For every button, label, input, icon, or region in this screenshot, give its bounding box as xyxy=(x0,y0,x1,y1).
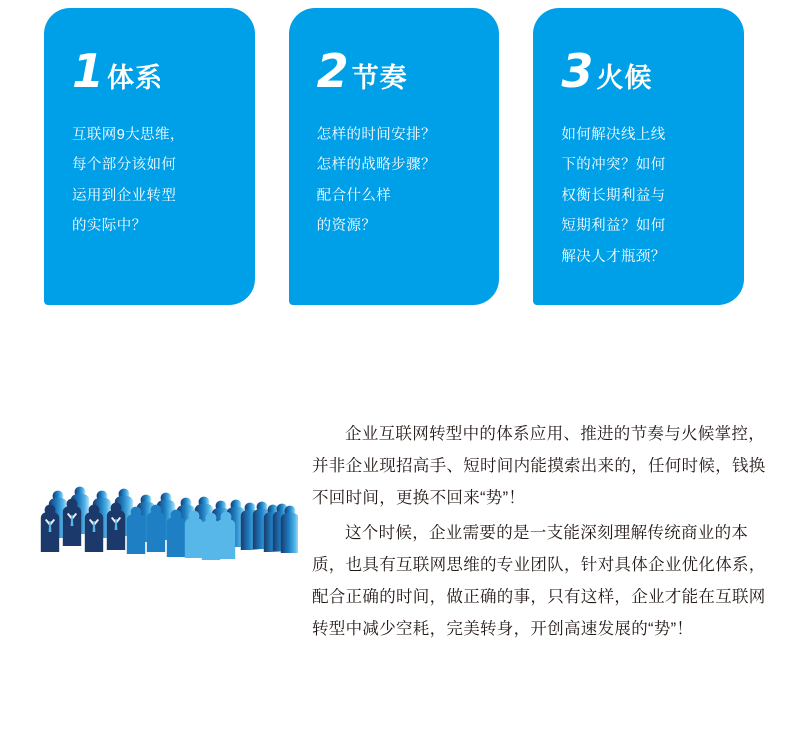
card-1-title: 体系 xyxy=(107,63,164,93)
card-1-line-3: 运用到企业转型 xyxy=(72,187,177,204)
cards-row xyxy=(44,8,744,305)
card-1-line-1: 互联网9大思维， xyxy=(72,127,185,143)
card-1-line-4: 的实际中？ xyxy=(72,218,147,235)
card-3-title: 火候 xyxy=(596,63,653,93)
article-paragraph-2: 这个时候，企业需要的是一支能深刻理解传统商业的本质，也具有互联网思维的专业团队，针对具体企业优化体系，配合正确的时间，做正确的事，只有这样，企业才能在互联网转型中减少空耗，完美转身，开创高速发展的“势”！ xyxy=(312,523,766,639)
card-2-title: 节奏 xyxy=(351,63,408,93)
card-1-line-2: 每个部分该如何 xyxy=(72,157,177,174)
card-3-line-2: 下的冲突？如何 xyxy=(561,157,666,174)
card-2-line-4: 的资源？ xyxy=(316,218,377,235)
card-2-body xyxy=(317,120,478,242)
crowd-of-business-people-illustration xyxy=(36,470,298,620)
card-3 xyxy=(533,8,744,305)
card-3-number: 3 xyxy=(561,44,593,98)
card-2-line-3: 配合什么样 xyxy=(316,187,392,204)
card-1 xyxy=(44,8,255,305)
article-text xyxy=(312,418,774,647)
card-1-body xyxy=(72,120,233,242)
card-3-line-4: 短期利益？如何 xyxy=(561,218,666,235)
card-2-number: 2 xyxy=(316,44,348,98)
card-2-heading xyxy=(316,44,478,98)
card-3-line-5: 解决人才瓶颈？ xyxy=(561,248,666,265)
card-3-line-1: 如何解决线上线 xyxy=(561,127,666,143)
card-3-heading xyxy=(561,44,722,98)
card-2 xyxy=(289,8,500,305)
article-paragraph-1: 企业互联网转型中的体系应用、推进的节奏与火候掌控，并非企业现招高手、短时间内能摸索出来的，任何时候，钱换不回时间，更换不回来“势”！ xyxy=(312,425,766,508)
card-2-line-2: 怎样的战略步骤？ xyxy=(316,157,436,174)
card-1-heading xyxy=(72,44,233,98)
card-2-line-1: 怎样的时间安排？ xyxy=(316,127,436,143)
card-3-line-3: 权衡长期利益与 xyxy=(561,187,666,204)
card-3-body xyxy=(561,120,722,272)
card-1-number: 1 xyxy=(72,44,104,98)
